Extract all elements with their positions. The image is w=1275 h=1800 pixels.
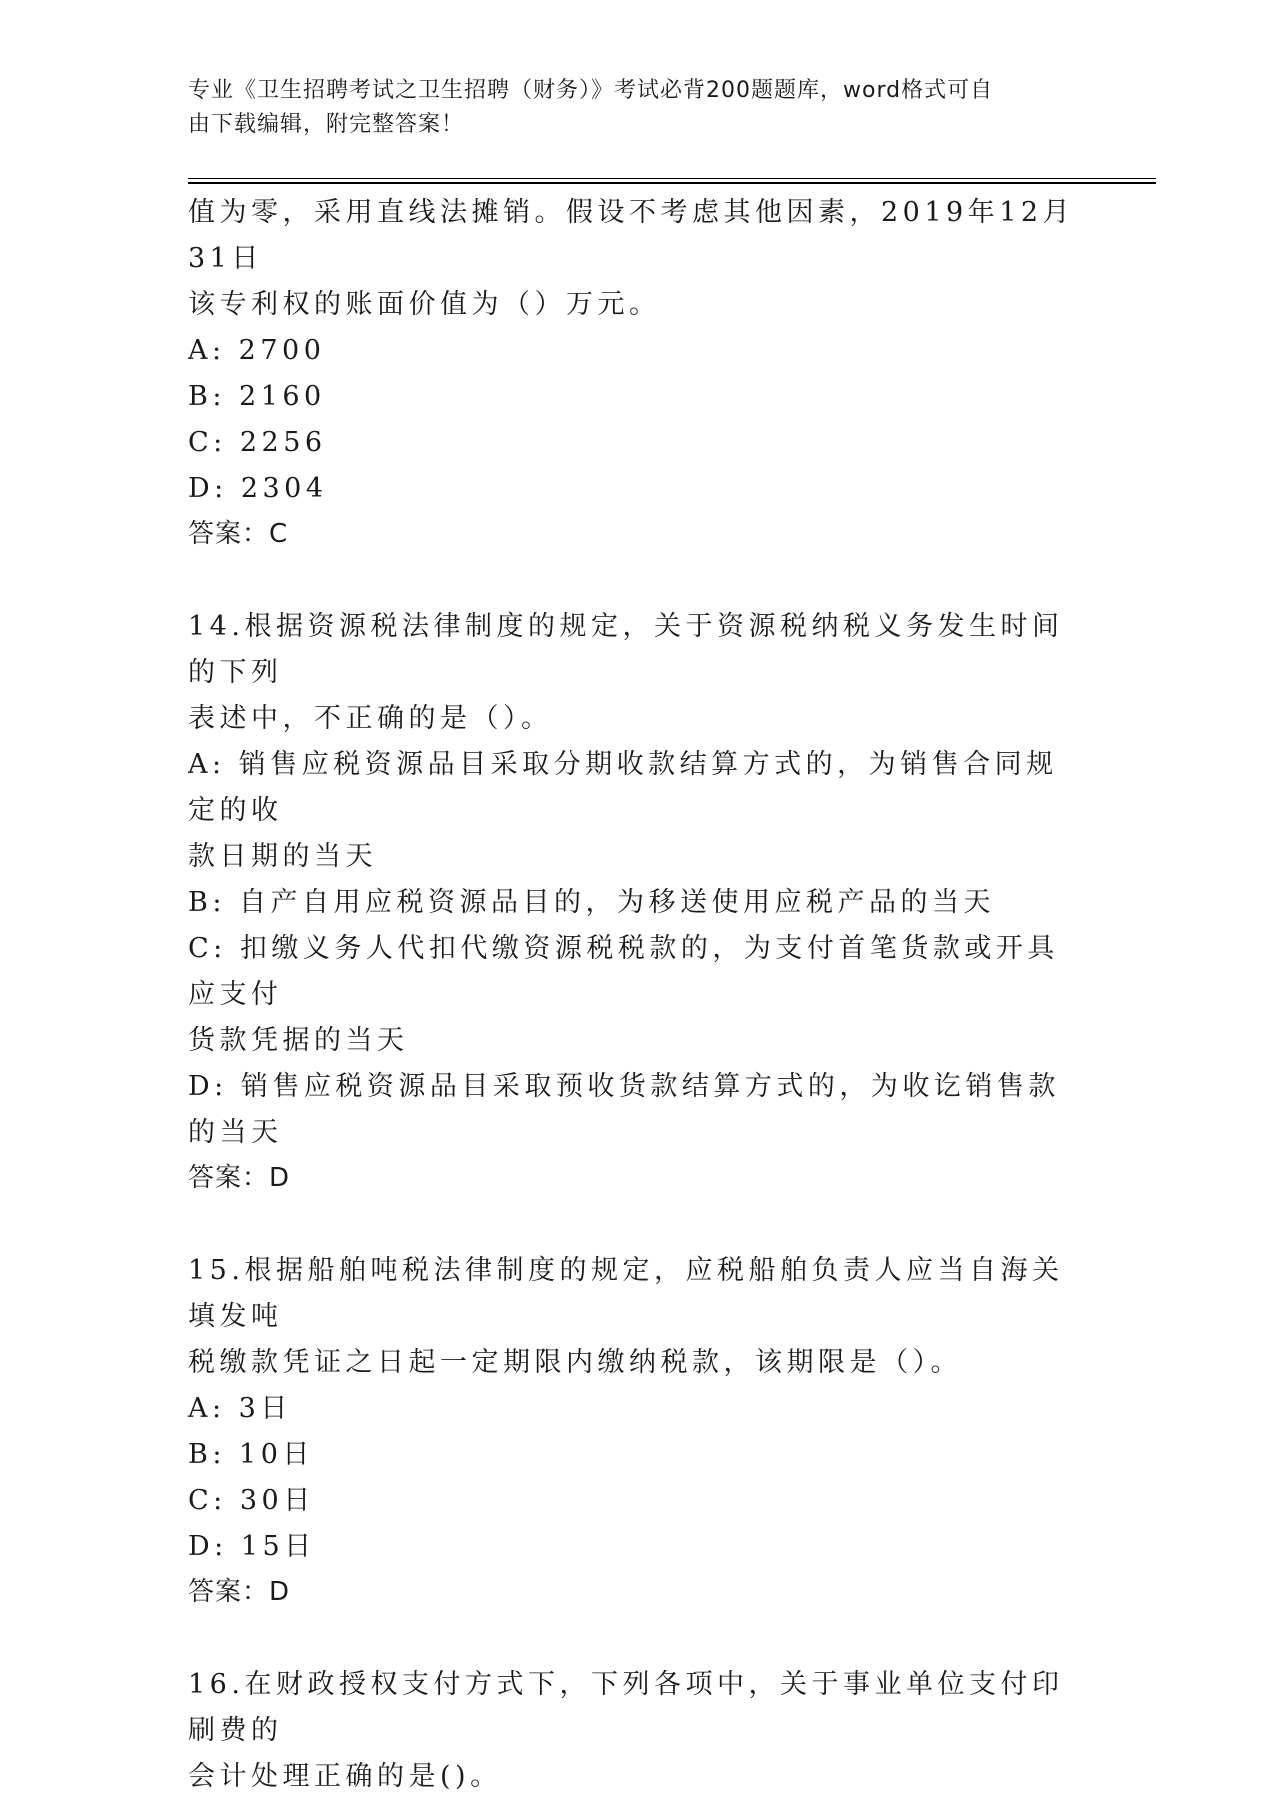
document-body [188, 190, 1088, 1800]
question-stem-line: 表述中，不正确的是（）。 [188, 703, 553, 734]
question-stem-line: 会计处理正确的是()。 [188, 1761, 502, 1792]
option-b: B: 10日 [188, 1439, 314, 1470]
option-b: B: 2160 [188, 381, 326, 412]
option-c: C: 扣缴义务人代扣代缴资源税税款的，为支付首笔货款或开具应支付 [188, 933, 1059, 1010]
question-13 [188, 190, 1088, 556]
header-line-1: 专业《卫生招聘考试之卫生招聘（财务）》考试必背200题题库，word格式可自 [188, 78, 994, 103]
option-d: D: 2304 [188, 473, 328, 504]
question-stem-line: 16.在财政授权支付方式下，下列各项中，关于事业单位支付印刷费的 [188, 1669, 1064, 1746]
question-stem-line: 该专利权的账面价值为（）万元。 [188, 289, 661, 320]
question-stem-line: 15.根据船舶吨税法律制度的规定，应税船舶负责人应当自海关填发吨 [188, 1255, 1064, 1332]
option-d: D: 销售应税资源品目采取预收货款结算方式的，为收讫销售款的当天 [188, 1071, 1060, 1148]
question-stem-line: 值为零，采用直线法摊销。假设不考虑其他因素，2019年12月31日 [188, 197, 1075, 274]
header-rule-thin [188, 178, 1156, 179]
option-c: C: 2256 [188, 427, 327, 458]
question-15 [188, 1248, 1088, 1614]
header-rule-thick [188, 182, 1156, 184]
option-d: D: 15日 [188, 1531, 316, 1562]
option-a: A: 销售应税资源品目采取分期收款结算方式的，为销售合同规定的收 [188, 749, 1058, 826]
question-16 [188, 1662, 1088, 1800]
question-stem-line: 税缴款凭证之日起一定期限内缴纳税款，该期限是（）。 [188, 1347, 962, 1378]
header-line-2: 由下载编辑，附完整答案！ [188, 112, 465, 137]
page-header [188, 74, 1068, 142]
question-14 [188, 604, 1088, 1200]
option-b: B: 自产自用应税资源品目的，为移送使用应税产品的当天 [188, 887, 996, 918]
question-stem-line: 14.根据资源税法律制度的规定，关于资源税纳税义务发生时间的下列 [188, 611, 1064, 688]
option-a-continued: 款日期的当天 [188, 841, 377, 872]
answer: 答案：D [188, 1577, 291, 1607]
option-a: A: 2700 [188, 335, 326, 366]
answer: 答案：C [188, 519, 289, 549]
option-c-continued: 货款凭据的当天 [188, 1025, 409, 1056]
answer: 答案：D [188, 1163, 291, 1193]
option-c: C: 30日 [188, 1485, 315, 1516]
option-a: A: 3日 [188, 1393, 292, 1424]
